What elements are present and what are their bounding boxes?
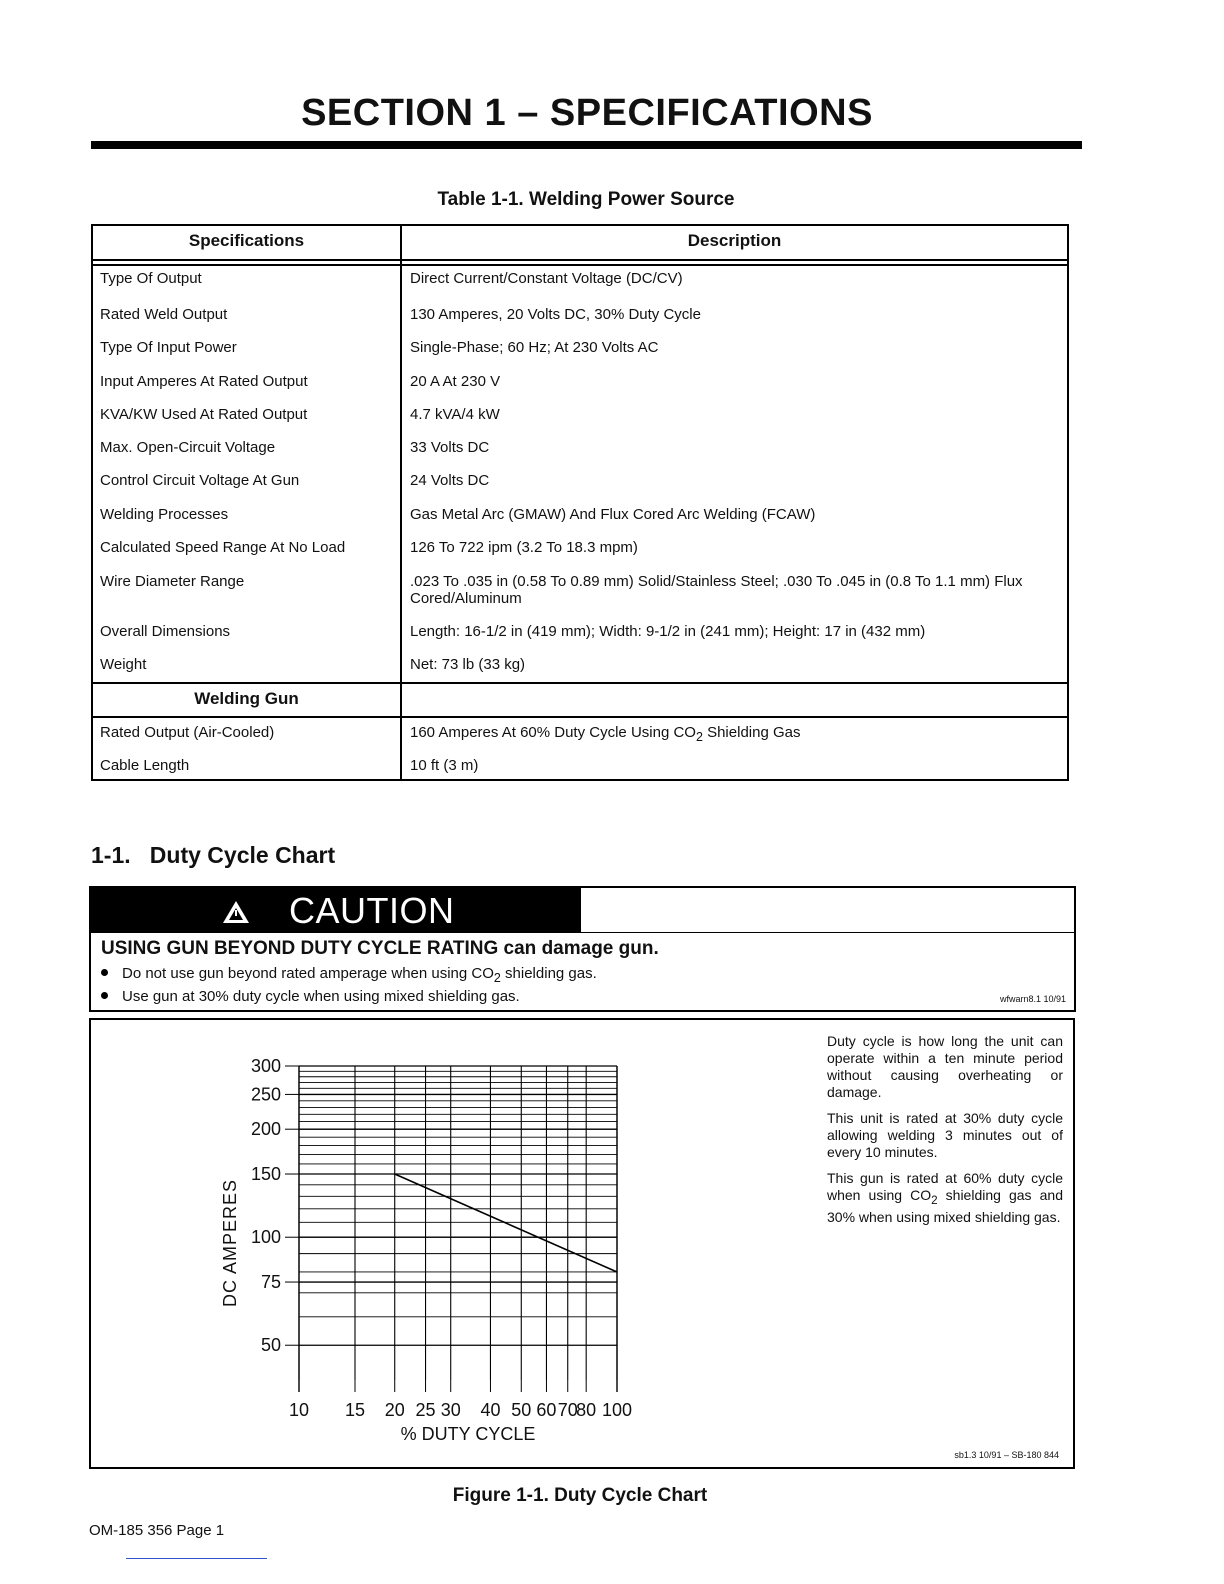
- gun-header-rule-bottom: [93, 716, 1067, 718]
- warning-triangle-icon: [221, 899, 251, 925]
- desc-cell: 33 Volts DC: [410, 439, 490, 456]
- spec-cell: Weight: [100, 656, 147, 673]
- desc-text: 160 Amperes At 60% Duty Cycle Using CO: [410, 724, 696, 741]
- desc-text: Shielding Gas: [702, 724, 801, 741]
- bullet-text: Use gun at 30% duty cycle when using mixed shielding gas.: [122, 988, 520, 1005]
- bullet-text: shielding gas.: [500, 965, 597, 982]
- spec-cell: Type Of Input Power: [100, 339, 237, 356]
- x-tick-label: 15: [344, 1400, 366, 1420]
- x-axis-label: % DUTY CYCLE: [400, 1424, 536, 1444]
- caution-rule: [91, 932, 1074, 933]
- header-rule-double: [93, 264, 1067, 266]
- bullet-icon: [101, 969, 108, 976]
- x-tick-label: 20: [384, 1400, 405, 1420]
- desc-cell: 130 Amperes, 20 Volts DC, 30% Duty Cycle: [410, 306, 701, 323]
- spec-cell: Input Amperes At Rated Output: [100, 373, 308, 390]
- spec-cell: KVA/KW Used At Rated Output: [100, 406, 308, 423]
- spec-cell: Calculated Speed Range At No Load: [100, 539, 346, 556]
- desc-cell: [410, 724, 1050, 746]
- x-tick-label: 60: [536, 1400, 557, 1420]
- x-tick-label: 10: [288, 1400, 310, 1420]
- caution-banner: [91, 888, 581, 932]
- desc-cell: Direct Current/Constant Voltage (DC/CV): [410, 270, 683, 287]
- section-title: SECTION 1 – SPECIFICATIONS: [301, 92, 873, 134]
- spec-cell: Cable Length: [100, 757, 190, 774]
- x-tick-label: 80: [576, 1400, 597, 1420]
- spec-cell: Wire Diameter Range: [100, 573, 245, 590]
- note-text: This gun is rated at 60% duty cycle when using CO: [827, 1170, 1063, 1203]
- desc-cell: Gas Metal Arc (GMAW) And Flux Cored Arc Welding (FCAW): [410, 506, 816, 523]
- duty-cycle-heading: 1-1. Duty Cycle Chart: [91, 842, 336, 868]
- y-tick-label: 75: [260, 1272, 281, 1293]
- desc-cell: Single-Phase; 60 Hz; At 230 Volts AC: [410, 339, 659, 356]
- y-tick-label: 250: [250, 1084, 281, 1105]
- note-paragraph-2: This unit is rated at 30% duty cycle allowing welding 3 minutes out of every 10 minutes.: [827, 1110, 1063, 1160]
- spec-cell: Rated Weld Output: [100, 306, 228, 323]
- header-rule: [93, 259, 1067, 261]
- welding-gun-header: Welding Gun: [194, 689, 299, 708]
- subscript: 2: [695, 730, 703, 744]
- spec-cell: Welding Processes: [100, 506, 229, 523]
- spec-cell: Overall Dimensions: [100, 623, 231, 640]
- x-tick-label: 25: [415, 1400, 436, 1420]
- y-tick-label: 300: [250, 1056, 281, 1076]
- gun-header-rule-top: [93, 682, 1067, 684]
- column-divider: [400, 226, 402, 779]
- spec-cell: Type Of Output: [100, 270, 202, 287]
- desc-cell: .023 To .035 in (0.58 To 0.89 mm) Solid/Stainless Steel; .030 To .045 in (0.8 To 1.1 mm) Flux Cored/Aluminum: [410, 573, 1023, 607]
- spec-cell: Control Circuit Voltage At Gun: [100, 472, 300, 489]
- desc-cell: 10 ft (3 m): [410, 757, 479, 774]
- note-text: shielding gas and 30% when using mixed shielding gas.: [827, 1187, 1063, 1225]
- spec-cell: Rated Output (Air-Cooled): [100, 724, 275, 741]
- desc-cell: 4.7 kVA/4 kW: [410, 406, 500, 423]
- spec-table: [91, 224, 1069, 781]
- caution-code: wfwarn8.1 10/91: [999, 994, 1066, 1004]
- x-tick-label: 70: [557, 1400, 578, 1420]
- subscript: 2: [931, 1193, 938, 1207]
- caution-heading: USING GUN BEYOND DUTY CYCLE RATING can damage gun.: [101, 938, 659, 959]
- bullet-text: Do not use gun beyond rated amperage when using CO: [122, 965, 494, 982]
- note-paragraph-3: [827, 1170, 1063, 1226]
- y-tick-label: 150: [250, 1164, 281, 1185]
- bullet-icon: [101, 992, 108, 999]
- caution-bullet: [101, 965, 597, 985]
- note-paragraph-1: Duty cycle is how long the unit can operate within a ten minute period without causing overheating or damage.: [827, 1033, 1063, 1100]
- series-line: [395, 1174, 617, 1272]
- desc-cell: 24 Volts DC: [410, 472, 490, 489]
- spec-cell: Max. Open-Circuit Voltage: [100, 439, 276, 456]
- header-specifications: Specifications: [188, 231, 305, 250]
- title-rule: [91, 141, 1082, 149]
- header-description: Description: [687, 231, 782, 250]
- x-tick-label: 50: [511, 1400, 532, 1420]
- y-axis-label: DC AMPERES: [220, 1178, 240, 1308]
- x-tick-label: 40: [480, 1400, 501, 1420]
- desc-cell: Length: 16-1/2 in (419 mm); Width: 9-1/2 in (241 mm); Height: 17 in (432 mm): [410, 623, 926, 640]
- x-tick-label: 30: [440, 1400, 461, 1420]
- x-tick-label: 100: [601, 1400, 633, 1420]
- subscript: 2: [493, 971, 501, 985]
- chart-box: [89, 1018, 1075, 1469]
- y-tick-label: 200: [250, 1119, 281, 1140]
- page-footer: OM-185 356 Page 1: [89, 1522, 225, 1539]
- caution-word: CAUTION: [289, 890, 455, 931]
- footer-link-rule: [126, 1558, 267, 1559]
- chart-code: sb1.3 10/91 – SB-180 844: [954, 1450, 1059, 1460]
- figure-caption: Figure 1-1. Duty Cycle Chart: [452, 1485, 708, 1506]
- desc-cell: Net: 73 lb (33 kg): [410, 656, 526, 673]
- caution-bullet: [101, 988, 520, 1005]
- desc-cell: 20 A At 230 V: [410, 373, 501, 390]
- y-tick-label: 100: [250, 1227, 281, 1248]
- table-title: Table 1-1. Welding Power Source: [437, 189, 735, 210]
- desc-cell: 126 To 722 ipm (3.2 To 18.3 mpm): [410, 539, 638, 556]
- caution-box: [89, 886, 1076, 1012]
- y-tick-label: 50: [260, 1335, 281, 1356]
